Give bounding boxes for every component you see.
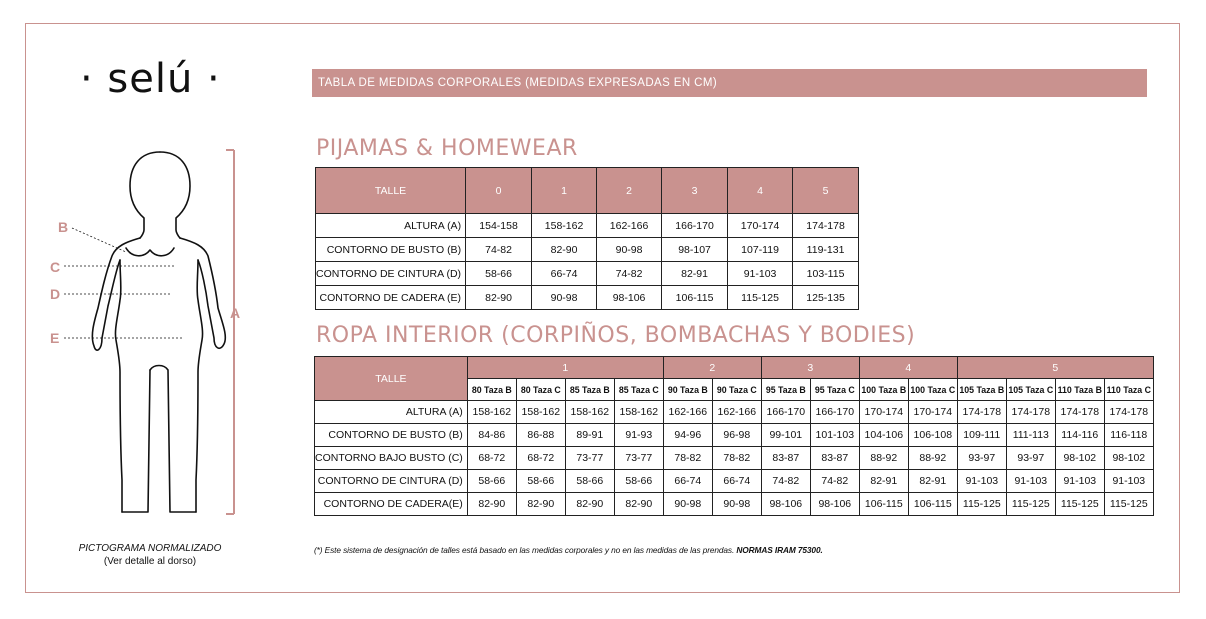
interior-subsize: 100 Taza C xyxy=(908,379,957,401)
interior-subsize: 95 Taza B xyxy=(761,379,810,401)
table-row xyxy=(315,447,1154,470)
interior-group-4: 4 xyxy=(859,357,957,379)
section-banner: TABLA DE MEDIDAS CORPORALES (MEDIDAS EXPRESADAS EN CM) xyxy=(312,69,1147,97)
table-cell: 166-170 xyxy=(761,401,810,424)
label-d: D xyxy=(50,286,61,302)
table-cell: 106-115 xyxy=(662,286,728,310)
label-b: B xyxy=(58,219,69,235)
table-row xyxy=(315,493,1154,516)
table-cell: 82-91 xyxy=(859,470,908,493)
interior-subsize: 105 Taza C xyxy=(1006,379,1055,401)
body-outline-left-top xyxy=(130,152,160,238)
table-cell: 170-174 xyxy=(728,214,793,238)
body-pictogram xyxy=(40,140,260,530)
table-cell: 74-82 xyxy=(761,470,810,493)
row-label: ALTURA (A) xyxy=(316,214,466,238)
table-row xyxy=(316,262,859,286)
table-cell: 96-98 xyxy=(712,424,761,447)
table-cell: 90-98 xyxy=(663,493,712,516)
table-cell: 174-178 xyxy=(1104,401,1153,424)
table-cell: 115-125 xyxy=(1006,493,1055,516)
pijamas-size-5: 5 xyxy=(793,168,859,214)
table-cell: 98-106 xyxy=(761,493,810,516)
pijamas-size-3: 3 xyxy=(662,168,728,214)
row-label: CONTORNO DE CINTURA (D) xyxy=(315,470,468,493)
table-cell: 66-74 xyxy=(663,470,712,493)
interior-group-2: 2 xyxy=(663,357,761,379)
row-label: CONTORNO BAJO BUSTO (C) xyxy=(315,447,468,470)
table-cell: 158-162 xyxy=(467,401,516,424)
table-cell: 174-178 xyxy=(1055,401,1104,424)
table-cell: 116-118 xyxy=(1104,424,1153,447)
table-cell: 158-162 xyxy=(516,401,565,424)
table-cell: 98-107 xyxy=(662,238,728,262)
table-cell: 90-98 xyxy=(712,493,761,516)
pijamas-header-row xyxy=(316,168,859,214)
table-row xyxy=(316,238,859,262)
table-cell: 66-74 xyxy=(712,470,761,493)
interior-group-1: 1 xyxy=(467,357,663,379)
table-cell: 158-162 xyxy=(614,401,663,424)
table-cell: 170-174 xyxy=(859,401,908,424)
interior-group-3: 3 xyxy=(761,357,859,379)
table-cell: 91-103 xyxy=(1055,470,1104,493)
table-cell: 166-170 xyxy=(662,214,728,238)
table-cell: 119-131 xyxy=(793,238,859,262)
interior-subsize: 105 Taza B xyxy=(957,379,1006,401)
table-cell: 90-98 xyxy=(597,238,662,262)
table-cell: 154-158 xyxy=(466,214,532,238)
table-cell: 162-166 xyxy=(663,401,712,424)
table-cell: 103-115 xyxy=(793,262,859,286)
row-label: ALTURA (A) xyxy=(315,401,468,424)
table-cell: 166-170 xyxy=(810,401,859,424)
table-cell: 78-82 xyxy=(712,447,761,470)
table-cell: 98-106 xyxy=(810,493,859,516)
table-cell: 82-91 xyxy=(908,470,957,493)
table-cell: 82-90 xyxy=(466,286,532,310)
table-cell: 104-106 xyxy=(859,424,908,447)
table-cell: 174-178 xyxy=(1006,401,1055,424)
table-cell: 106-108 xyxy=(908,424,957,447)
table-cell: 82-90 xyxy=(532,238,597,262)
table-cell: 89-91 xyxy=(565,424,614,447)
interior-subsize: 80 Taza B xyxy=(467,379,516,401)
label-a: A xyxy=(230,305,241,321)
table-cell: 84-86 xyxy=(467,424,516,447)
interior-group-row xyxy=(315,357,1154,379)
interior-subsize: 100 Taza B xyxy=(859,379,908,401)
row-label: CONTORNO DE CADERA(E) xyxy=(315,493,468,516)
pijamas-title: PIJAMAS & HOMEWEAR xyxy=(316,136,578,161)
pijamas-size-0: 0 xyxy=(466,168,532,214)
table-cell: 91-103 xyxy=(728,262,793,286)
footnote-text: (*) Este sistema de designación de talles está basado en las medidas corporales y no en las medidas de las prendas. xyxy=(314,545,737,555)
table-cell: 115-125 xyxy=(1104,493,1153,516)
table-cell: 111-113 xyxy=(1006,424,1055,447)
table-cell: 106-115 xyxy=(859,493,908,516)
interior-table xyxy=(314,356,1154,516)
table-cell: 66-74 xyxy=(532,262,597,286)
table-cell: 82-90 xyxy=(614,493,663,516)
interior-subsize: 110 Taza C xyxy=(1104,379,1153,401)
table-cell: 115-125 xyxy=(957,493,1006,516)
table-cell: 86-88 xyxy=(516,424,565,447)
pijamas-size-1: 1 xyxy=(532,168,597,214)
interior-subsize: 90 Taza B xyxy=(663,379,712,401)
table-cell: 115-125 xyxy=(1055,493,1104,516)
table-cell: 93-97 xyxy=(1006,447,1055,470)
table-cell: 82-90 xyxy=(565,493,614,516)
table-cell: 78-82 xyxy=(663,447,712,470)
table-cell: 91-103 xyxy=(1006,470,1055,493)
table-cell: 158-162 xyxy=(565,401,614,424)
table-cell: 90-98 xyxy=(532,286,597,310)
table-cell: 82-90 xyxy=(516,493,565,516)
table-cell: 73-77 xyxy=(614,447,663,470)
table-cell: 83-87 xyxy=(761,447,810,470)
table-cell: 170-174 xyxy=(908,401,957,424)
table-cell: 74-82 xyxy=(466,238,532,262)
row-label: CONTORNO DE BUSTO (B) xyxy=(316,238,466,262)
table-cell: 58-66 xyxy=(466,262,532,286)
table-cell: 115-125 xyxy=(728,286,793,310)
footnote xyxy=(314,545,823,555)
table-cell: 158-162 xyxy=(532,214,597,238)
table-cell: 98-102 xyxy=(1104,447,1153,470)
table-cell: 101-103 xyxy=(810,424,859,447)
brand-logo: · selú · xyxy=(80,56,221,102)
label-c: C xyxy=(50,259,61,275)
table-cell: 98-106 xyxy=(597,286,662,310)
table-cell: 99-101 xyxy=(761,424,810,447)
table-cell: 88-92 xyxy=(908,447,957,470)
table-cell: 174-178 xyxy=(957,401,1006,424)
pijamas-header-label: TALLE xyxy=(316,168,466,214)
table-cell: 68-72 xyxy=(516,447,565,470)
pictogram-caption-sub: (Ver detalle al dorso) xyxy=(103,556,197,567)
table-cell: 174-178 xyxy=(793,214,859,238)
table-cell: 107-119 xyxy=(728,238,793,262)
table-row xyxy=(315,401,1154,424)
table-cell: 74-82 xyxy=(810,470,859,493)
label-e: E xyxy=(50,330,60,346)
table-cell: 114-116 xyxy=(1055,424,1104,447)
interior-title: ROPA INTERIOR (CORPIÑOS, BOMBACHAS Y BODIES) xyxy=(316,323,916,348)
pictogram-caption xyxy=(60,542,240,568)
table-cell: 82-91 xyxy=(662,262,728,286)
interior-subsize: 90 Taza C xyxy=(712,379,761,401)
interior-subsize: 85 Taza B xyxy=(565,379,614,401)
pijamas-size-4: 4 xyxy=(728,168,793,214)
pijamas-table xyxy=(315,167,859,310)
table-cell: 82-90 xyxy=(467,493,516,516)
table-cell: 88-92 xyxy=(859,447,908,470)
table-cell: 74-82 xyxy=(597,262,662,286)
table-cell: 162-166 xyxy=(712,401,761,424)
table-cell: 93-97 xyxy=(957,447,1006,470)
table-cell: 68-72 xyxy=(467,447,516,470)
table-row xyxy=(315,470,1154,493)
row-label: CONTORNO DE CADERA (E) xyxy=(316,286,466,310)
interior-header-label: TALLE xyxy=(315,357,468,401)
table-cell: 58-66 xyxy=(614,470,663,493)
table-row xyxy=(316,286,859,310)
table-cell: 73-77 xyxy=(565,447,614,470)
row-label: CONTORNO DE BUSTO (B) xyxy=(315,424,468,447)
table-cell: 91-93 xyxy=(614,424,663,447)
table-cell: 58-66 xyxy=(467,470,516,493)
interior-subsize: 80 Taza C xyxy=(516,379,565,401)
table-cell: 106-115 xyxy=(908,493,957,516)
table-cell: 125-135 xyxy=(793,286,859,310)
table-cell: 91-103 xyxy=(957,470,1006,493)
interior-subsize: 85 Taza C xyxy=(614,379,663,401)
table-cell: 58-66 xyxy=(516,470,565,493)
interior-subsize: 95 Taza C xyxy=(810,379,859,401)
table-cell: 162-166 xyxy=(597,214,662,238)
interior-subsize: 110 Taza B xyxy=(1055,379,1104,401)
table-cell: 109-111 xyxy=(957,424,1006,447)
pijamas-size-2: 2 xyxy=(597,168,662,214)
pictogram-caption-title: PICTOGRAMA NORMALIZADO xyxy=(78,543,222,554)
table-cell: 58-66 xyxy=(565,470,614,493)
interior-group-5: 5 xyxy=(957,357,1153,379)
table-cell: 83-87 xyxy=(810,447,859,470)
footnote-norm: NORMAS IRAM 75300. xyxy=(736,545,823,555)
table-cell: 94-96 xyxy=(663,424,712,447)
table-cell: 98-102 xyxy=(1055,447,1104,470)
table-row xyxy=(316,214,859,238)
row-label: CONTORNO DE CINTURA (D) xyxy=(316,262,466,286)
table-row xyxy=(315,424,1154,447)
table-cell: 91-103 xyxy=(1104,470,1153,493)
